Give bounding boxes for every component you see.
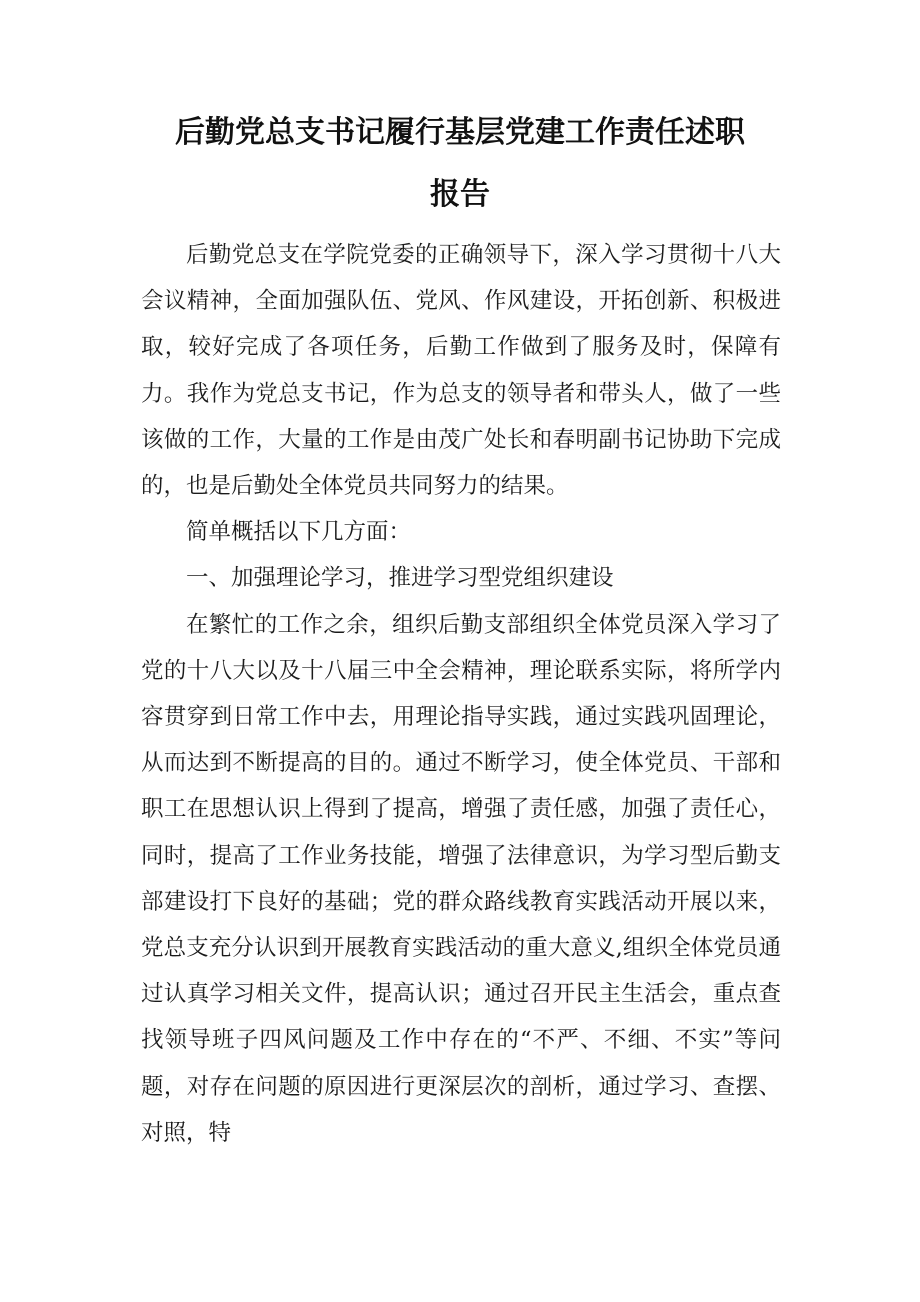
paragraph-intro: 后勤党总支在学院党委的正确领导下，深入学习贯彻十八大会议精神，全面加强队伍、党风、作风建设，开拓创新、积极进取，较好完成了各项任务，后勤工作做到了服务及时，保障有力。我作为党总支书记，作为总支的领导者和带头人，做了一些该做的工作，大量的工作是由茂广处长和春明副书记协助下完成的，也是后勤处全体党员共同努力的结果。: [141, 242, 781, 500]
paragraph-section-1: 在繁忙的工作之余，组织后勤支部组织全体党员深入学习了党的十八大以及十八届三中全会精神，理论联系实际，将所学内容贯穿到日常工作中去，用理论指导实践，通过实践巩固理论，从而达到不断提高的目的。通过不断学习，使全体党员、干部和职工在思想认识上得到了提高，增强了责任感，加强了责任心，同时，提高了工作业务技能，增强了法律意识，为学习型后勤支部建设打下良好的基础；党的群众路线教育实践活动开展以来，党总支充分认识到开展教育实践活动的重大意义,组织全体党员通过认真学习相关文件，提高认识；通过召开民主生活会，重点查找领导班子四风问题及工作中存在的“不严、不细、不实”等问题，对存在问题的原因进行更深层次的剖析，通过学习、查摆、对照，特: [141, 611, 781, 1146]
paragraph-summary-lead: 简单概括以下几方面：: [186, 519, 412, 546]
document-title-line-2: 报告: [430, 177, 490, 212]
section-heading-1: 一、加强理论学习，推进学习型党组织建设: [186, 565, 614, 592]
document-title-line-1: 后勤党总支书记履行基层党建工作责任述职: [175, 115, 745, 150]
document-body: [141, 232, 781, 1156]
